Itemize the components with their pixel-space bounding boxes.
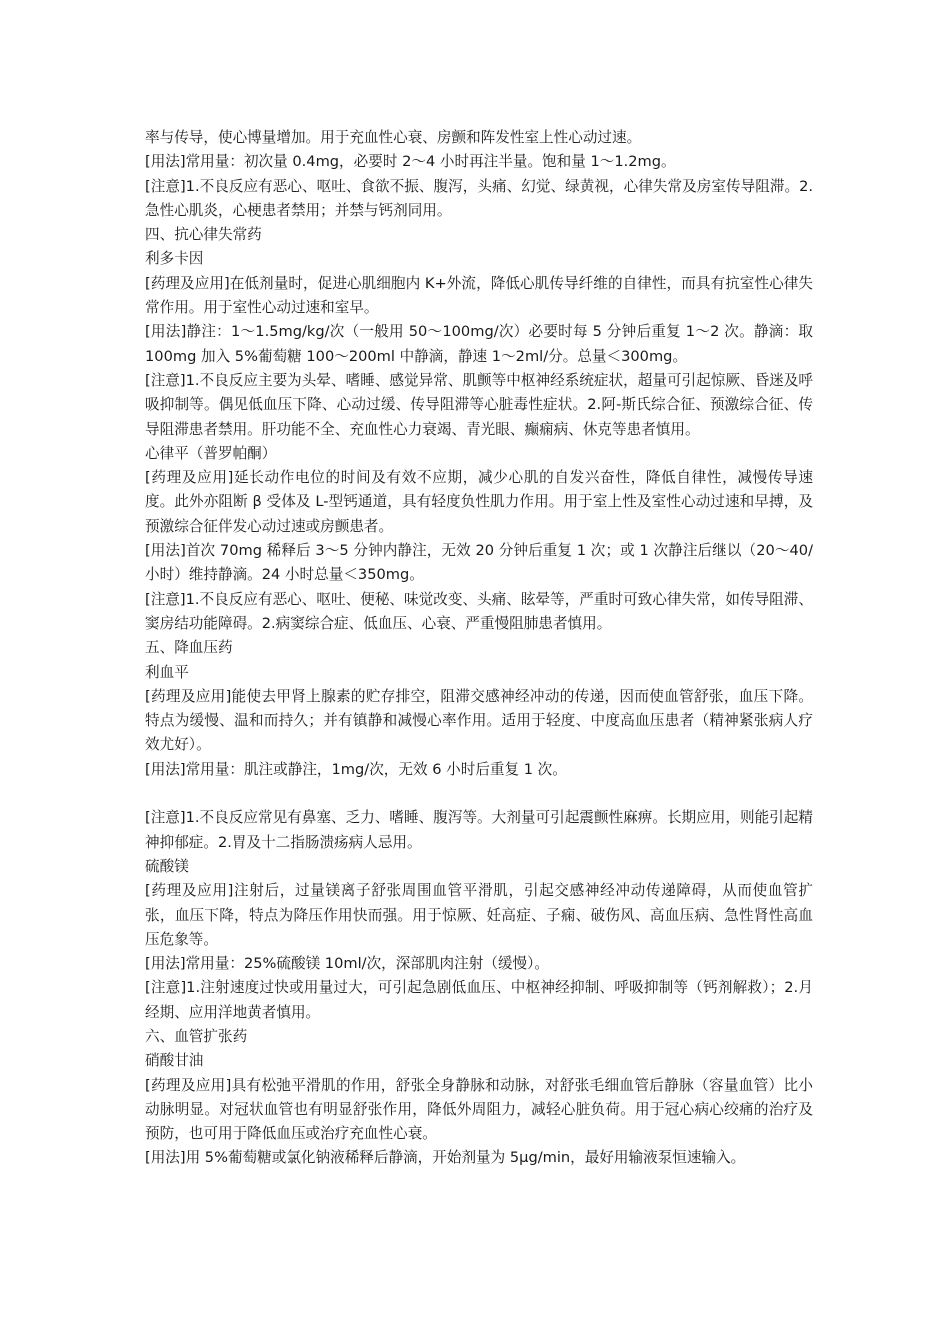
paragraph-dosage: [用法]常用量：25%硫酸镁 10ml/次，深部肌肉注射（缓慢）。 [145, 955, 549, 973]
paragraph-dosage: [用法]常用量：肌注或静注，1mg/次，无效 6 小时后重复 1 次。 [145, 760, 567, 778]
paragraph-dosage: [用法]常用量：初次量 0.4mg，必要时 2～4 小时再注半量。饱和量 1～1.2mg。 [145, 153, 676, 171]
paragraph-pharmacology: [药理及应用]具有松弛平滑肌的作用，舒张全身静脉和动脉，对舒张毛细血管后静脉（容量血管）比小动脉明显。对冠状血管也有明显舒张作用，降低外周阻力，减轻心脏负荷。用于冠心病心绞痛的治疗及预防，也可用于降低血压或治疗充血性心衰。 [145, 1076, 813, 1143]
document-page [145, 126, 813, 1171]
paragraph-dosage: [用法]静注：1～1.5mg/kg/次（一般用 50～100mg/次）必要时每 5 分钟后重复 1～2 次。静滴：取 100mg 加入 5%葡萄糖 100～200ml 中静滴，静速 1～2ml/分。总量＜300mg。 [145, 323, 813, 365]
paragraph-dosage: [用法]用 5%葡萄糖或氯化钠液稀释后静滴，开始剂量为 5μg/min，最好用输液泵恒速输入。 [145, 1149, 746, 1167]
paragraph-caution: [注意]1.不良反应常见有鼻塞、乏力、嗜睡、腹泻等。大剂量可引起震颤性麻痹。长期应用，则能引起精神抑郁症。2.胃及十二指肠溃疡病人忌用。 [145, 809, 813, 851]
drug-name-lidocaine: 利多卡因 [145, 250, 204, 268]
section-heading-antiarrhythmic: 四、抗心律失常药 [145, 226, 262, 244]
section-heading-vasodilator: 六、血管扩张药 [145, 1027, 248, 1045]
paragraph-continued-text: 率与传导，使心博量增加。用于充血性心衰、房颤和阵发性室上性心动过速。 [145, 129, 642, 146]
section-heading-antihypertensive: 五、降血压药 [145, 639, 233, 657]
drug-name-reserpine: 利血平 [145, 663, 189, 681]
paragraph-dosage: [用法]首次 70mg 稀释后 3～5 分钟内静注，无效 20 分钟后重复 1 次；或 1 次静注后继以（20～40/小时）维持静滴。24 小时总量＜350mg。 [145, 542, 813, 584]
paragraph-pharmacology: [药理及应用]注射后，过量镁离子舒张周围血管平滑肌，引起交感神经冲动传递障碍，从而使血管扩张，血压下降，特点为降压作用快而强。用于惊厥、妊高症、子痫、破伤风、高血压病、急性肾性高血压危象等。 [145, 882, 813, 948]
blank-line [145, 782, 813, 806]
drug-name-magnesium-sulfate: 硫酸镁 [145, 857, 189, 875]
paragraph-pharmacology: [药理及应用]延长动作电位的时间及有效不应期，减少心肌的自发兴奋性，降低自律性，减慢传导速度。此外亦阻断 β 受体及 L-型钙通道，具有轻度负性肌力作用。用于室上性及室性心动过速和早搏，及预激综合征伴发心动过速或房颤患者。 [145, 469, 813, 535]
paragraph-caution: [注意]1.不良反应有恶心、呕吐、食欲不振、腹泻，头痛、幻觉、绿黄视，心律失常及房室传导阻滞。2.急性心肌炎，心梗患者禁用；并禁与钙剂同用。 [145, 177, 813, 219]
paragraph-pharmacology: [药理及应用]能使去甲肾上腺素的贮存排空，阻滞交感神经冲动的传递，因而使血管舒张，血压下降。特点为缓慢、温和而持久；并有镇静和减慢心率作用。适用于轻度、中度高血压患者（精神紧张病人疗效尤好）。 [145, 687, 813, 754]
drug-name-nitroglycerin: 硝酸甘油 [145, 1052, 204, 1070]
paragraph-pharmacology: [药理及应用]在低剂量时，促进心肌细胞内 K+外流，降低心肌传导纤维的自律性，而具有抗室性心律失常作用。用于室性心动过速和室早。 [145, 274, 813, 317]
paragraph-caution: [注意]1.注射速度过快或用量过大，可引起急剧低血压、中枢神经抑制、呼吸抑制等（钙剂解救）；2.月经期、应用洋地黄者慎用。 [145, 979, 813, 1021]
drug-name-propafenone: 心律平（普罗帕酮） [145, 444, 277, 462]
paragraph-caution: [注意]1.不良反应有恶心、呕吐、便秘、味觉改变、头痛、眩晕等，严重时可致心律失常，如传导阻滞、窦房结功能障碍。2.病窦综合症、低血压、心衰、严重慢阻肺患者慎用。 [145, 590, 813, 632]
paragraph-caution: [注意]1.不良反应主要为头晕、嗜睡、感觉异常、肌颤等中枢神经系统症状，超量可引起惊厥、昏迷及呼吸抑制等。偶见低血压下降、心动过缓、传导阻滞等心脏毒性症状。2.阿-斯氏综合征、预激综合征、传导阻滞患者禁用。肝功能不全、充血性心力衰竭、青光眼、癫痫病、休克等患者慎用。 [145, 371, 813, 438]
